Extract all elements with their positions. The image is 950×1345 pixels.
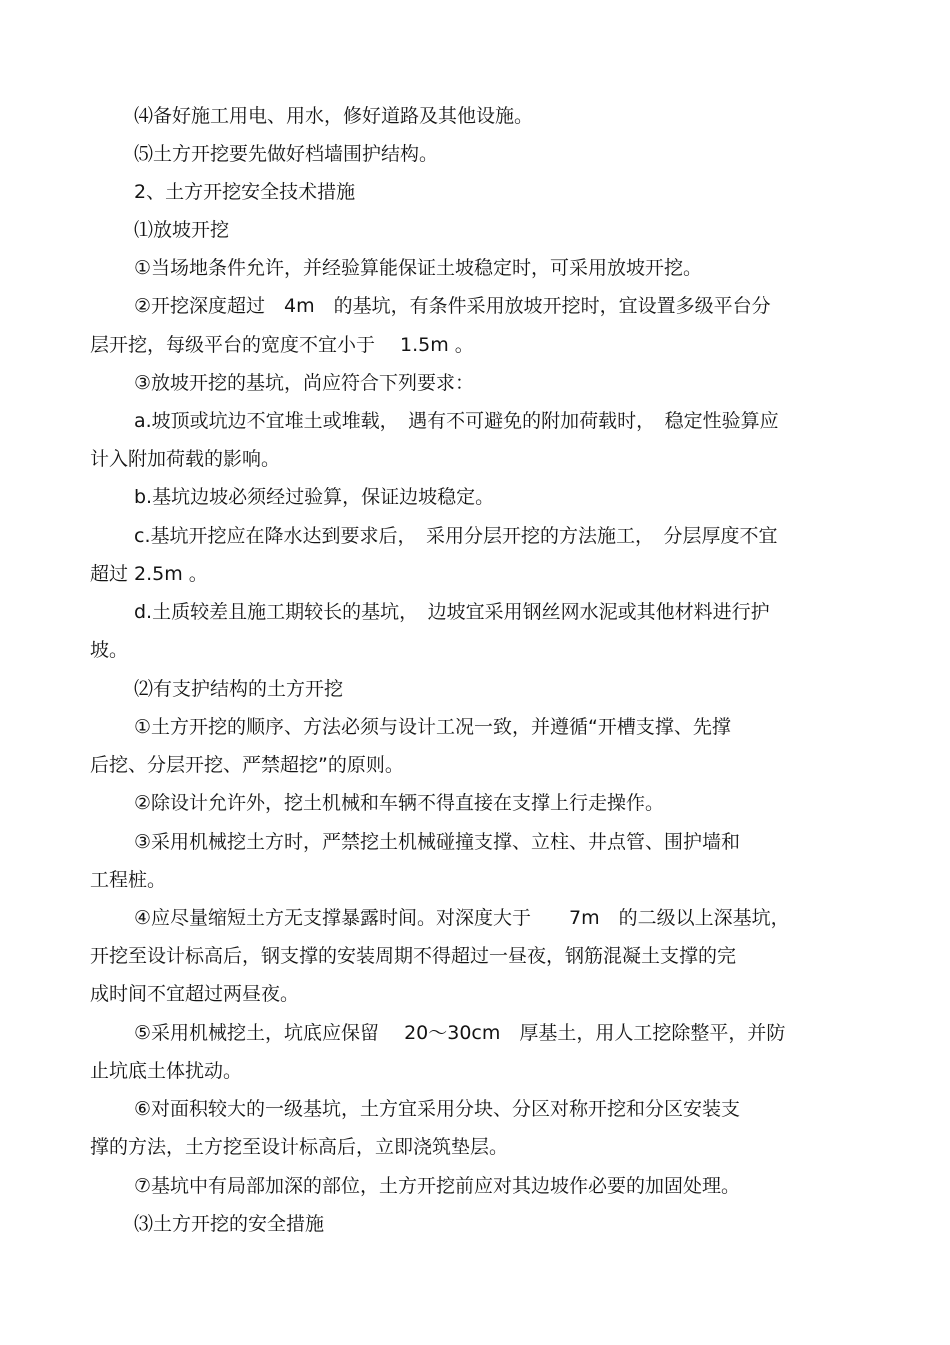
paragraph-line: 计入附加荷载的影响。	[90, 448, 281, 470]
paragraph-line: c.基坑开挖应在降水达到要求后， 采用分层开挖的方法施工， 分层厚度不宜	[134, 525, 778, 547]
paragraph-line: ⑤采用机械挖土，坑底应保留 20～30cm 厚基土，用人工挖除整平，并防	[134, 1022, 786, 1044]
subsection-heading: ⑵有支护结构的土方开挖	[134, 678, 344, 700]
section-heading: 2、土方开挖安全技术措施	[134, 181, 356, 203]
paragraph-line: ③放坡开挖的基坑，尚应符合下列要求：	[134, 372, 475, 394]
paragraph-line: 工程桩。	[90, 869, 167, 891]
paragraph-line: ②开挖深度超过 4m 的基坑，有条件采用放坡开挖时，宜设置多级平台分	[134, 295, 771, 317]
paragraph-line: a.坡顶或坑边不宜堆土或堆载， 遇有不可避免的附加荷载时， 稳定性验算应	[134, 410, 779, 432]
paragraph-line: 层开挖，每级平台的宽度不宜小于 1.5m 。	[90, 334, 474, 356]
paragraph-line: ①土方开挖的顺序、方法必须与设计工况一致，并遵循“开槽支撑、先撑	[134, 716, 731, 738]
paragraph-line: b.基坑边坡必须经过验算，保证边坡稳定。	[134, 486, 495, 508]
subsection-heading: ⑴放坡开挖	[134, 219, 230, 241]
paragraph-line: 成时间不宜超过两昼夜。	[90, 983, 300, 1005]
paragraph-line: 止坑底土体扰动。	[90, 1060, 243, 1082]
paragraph-line: 坡。	[90, 639, 129, 661]
paragraph-line: 超过 2.5m 。	[90, 563, 208, 585]
paragraph-line: ③采用机械挖土方时，严禁挖土机械碰撞支撑、立柱、井点管、围护墙和	[134, 831, 741, 853]
paragraph-line: ⑸土方开挖要先做好档墙围护结构。	[134, 143, 439, 165]
paragraph-line: 后挖、分层开挖、严禁超挖”的原则。	[90, 754, 404, 776]
paragraph-line: ①当场地条件允许，并经验算能保证土坡稳定时，可采用放坡开挖。	[134, 257, 703, 279]
paragraph-line: ⑥对面积较大的一级基坑，土方宜采用分块、分区对称开挖和分区安装支	[134, 1098, 741, 1120]
paragraph-line: ②除设计允许外，挖土机械和车辆不得直接在支撑上行走操作。	[134, 792, 665, 814]
paragraph-line: 撑的方法，土方挖至设计标高后，立即浇筑垫层。	[90, 1136, 509, 1158]
paragraph-line: d.土质较差且施工期较长的基坑， 边坡宜采用钢丝网水泥或其他材料进行护	[134, 601, 770, 623]
subsection-heading: ⑶土方开挖的安全措施	[134, 1213, 325, 1235]
paragraph-line: ⑦基坑中有局部加深的部位，土方开挖前应对其边坡作必要的加固处理。	[134, 1175, 741, 1197]
paragraph-line: ⑷备好施工用电、用水，修好道路及其他设施。	[134, 105, 534, 127]
paragraph-line: ④应尽量缩短土方无支撑暴露时间。对深度大于 7m 的二级以上深基坑，	[134, 907, 790, 929]
paragraph-line: 开挖至设计标高后，钢支撑的安装周期不得超过一昼夜，钢筋混凝土支撑的完	[90, 945, 737, 967]
